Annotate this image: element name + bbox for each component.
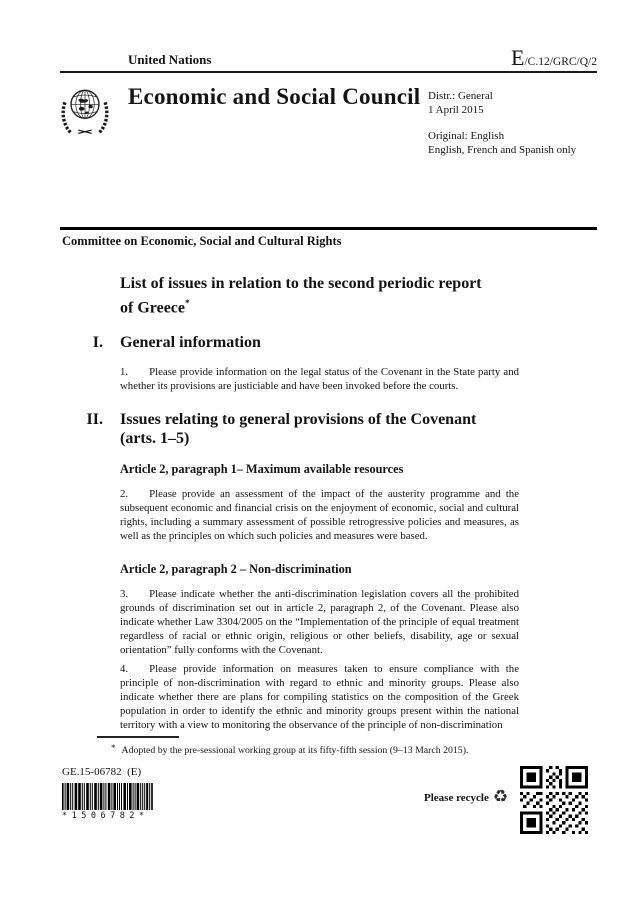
doc-symbol-suffix: /C.12/GRC/Q/2	[524, 56, 597, 68]
paragraph-1	[120, 365, 519, 393]
paragraph-1-text: Please provide information on the legal status of the Covenant in the State party and whether its provisions are justiciable and have been invoked before the courts.	[120, 365, 519, 392]
languages-line: English, French and Spanish only	[428, 143, 577, 156]
section-2-title	[120, 410, 476, 449]
doc-symbol	[511, 47, 597, 73]
distr-line: Distr.: General	[428, 90, 493, 102]
ge-number: GE.15-06782 (E)	[62, 766, 142, 778]
distribution-info	[428, 90, 576, 157]
barcode	[62, 783, 154, 810]
recycle-notice	[424, 789, 508, 806]
section-2-heading	[60, 410, 519, 449]
paragraph-4-number: 4.	[120, 662, 129, 675]
footnote-divider	[97, 736, 179, 738]
paragraph-3-text: Please indicate whether the anti-discrimination legislation covers all the prohibited grounds of discrimination set out in article 2, paragraph 2, of the Covenant. Please also indicate whether Law 3304/2005 on the “Implementation of the principle of equal treatment regardless of racial or ethnic origin, religious or other beliefs, disability, age or sexual orientation” fully conforms with the Covenant.	[120, 587, 519, 656]
org-name: United Nations	[128, 52, 212, 67]
section-divider	[60, 227, 597, 230]
footnote-text: Adopted by the pre-sessional working group at its fifty-fifth session (9–13 March 2015).	[121, 744, 469, 756]
header-divider	[60, 71, 597, 73]
original-language-line: Original: English	[428, 130, 505, 142]
document-title-line1: List of issues in relation to the second periodic report	[120, 275, 482, 292]
paragraph-2	[120, 487, 519, 543]
paragraph-4-text: Please provide information on measures taken to ensure compliance with the principle of non-discrimination with regard to ethnic and minority groups. Please also indicate whether there are plans for compiling statistics on the composition of the Greek population in order to identify the ethnic and minority groups present within the national territory with a view to monitoring the observance of the principle of non-discrimination	[120, 662, 519, 731]
document-title-line2: of Greece	[120, 298, 185, 316]
barcode-text: *1506782*	[62, 811, 149, 821]
document-body	[86, 274, 519, 732]
section-1-heading	[60, 333, 519, 353]
section-2-title-line2: (arts. 1–5)	[120, 430, 190, 448]
footnote-text-row	[97, 742, 527, 757]
section-2-title-line1: Issues relating to general provisions of the Covenant	[120, 410, 477, 428]
qr-code	[520, 766, 588, 834]
section-1-title: General information	[120, 334, 261, 352]
doc-symbol-initial: E	[511, 45, 525, 70]
recycle-label: Please recycle	[424, 791, 489, 804]
council-title: Economic and Social Council	[128, 84, 421, 109]
paragraph-3-number: 3.	[120, 587, 129, 600]
document-title	[120, 274, 519, 317]
committee-name: Committee on Economic, Social and Cultural Rights	[62, 234, 342, 248]
paragraph-4	[120, 662, 519, 732]
subheading-article2-para2: Article 2, paragraph 2 – Non-discrimination	[120, 561, 352, 576]
footnote-reference: *	[185, 297, 190, 308]
un-emblem-icon	[57, 79, 113, 143]
date-line: 1 April 2015	[428, 103, 484, 116]
spacer	[428, 117, 576, 130]
section-2-numeral: II.	[86, 410, 103, 428]
footnote-mark: *	[111, 742, 116, 753]
footnote	[97, 736, 527, 757]
section-1-numeral: I.	[92, 334, 103, 352]
paragraph-1-number: 1.	[120, 365, 129, 378]
recycle-icon: ♻	[492, 787, 509, 807]
paragraph-2-text: Please provide an assessment of the impact of the austerity programme and the subsequent economic and financial crisis on the enjoyment of economic, social and cultural rights, including a summary assessment of possible retrogressive policies and measures, as well as the principles on which such policies and measures were based.	[120, 487, 519, 542]
paragraph-3	[120, 587, 519, 657]
subheading-article2-para1: Article 2, paragraph 1– Maximum available resources	[120, 461, 404, 476]
paragraph-2-number: 2.	[120, 487, 129, 500]
